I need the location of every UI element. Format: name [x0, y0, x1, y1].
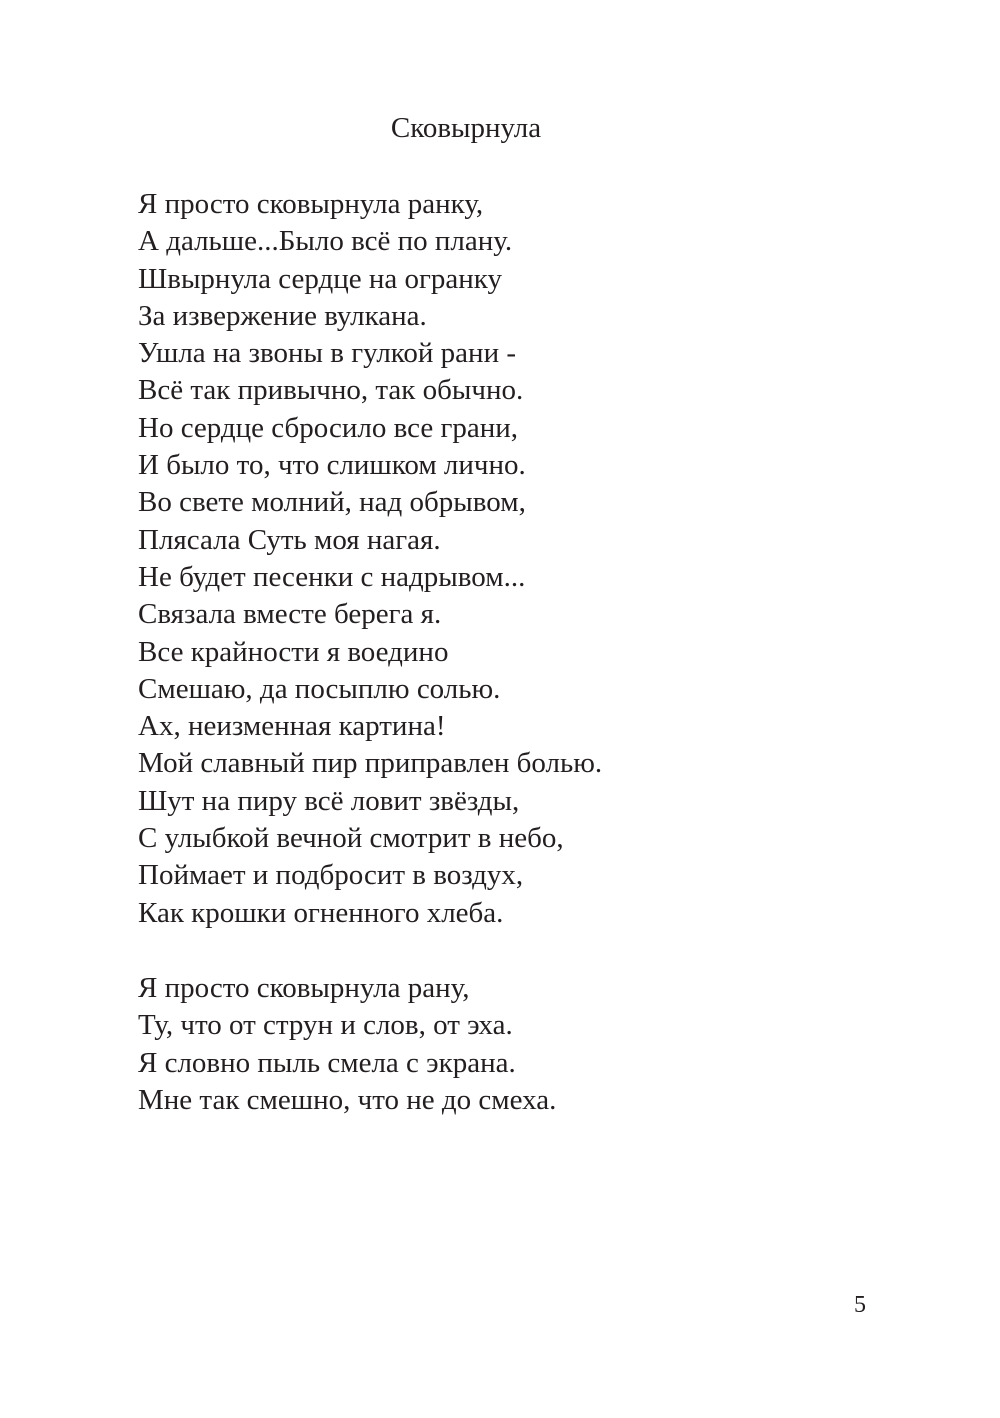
poem-line: Все крайности я воедино [138, 635, 449, 668]
poem-line: Ту, что от струн и слов, от эха. [138, 1009, 513, 1042]
page-number: 5 [854, 1292, 866, 1318]
poem-line: Мне так смешно, что не до смеха. [138, 1083, 557, 1116]
poem-line: Я просто сковырнула ранку, [138, 188, 484, 220]
poem-line: Смешаю, да посыплю солью. [138, 672, 501, 705]
stanza-1 [138, 186, 602, 932]
poem-line: И было то, что слишком лично. [138, 449, 526, 482]
poem-line: Я просто сковырнула рану, [138, 972, 470, 1004]
poem-line: Ах, неизменная картина! [138, 710, 446, 743]
poem-title: Сковырнула [390, 112, 542, 144]
poem-line: Швырнула сердце на огранку [138, 262, 502, 295]
poem-line: А дальше...Было всё по плану. [138, 225, 513, 258]
poem-line: Как крошки огненного хлеба. [138, 896, 504, 929]
poem-line: Связала вместе берега я. [138, 598, 442, 631]
poem-line: Шут на пиру всё ловит звёзды, [138, 784, 520, 817]
poem-line: Мой славный пир приправлен болью. [138, 747, 603, 780]
poem-line: Плясала Суть моя нагая. [138, 523, 441, 556]
poem-line: Но сердце сбросило все грани, [138, 411, 519, 444]
poem-line: За извержение вулкана. [138, 299, 427, 332]
poem-line: Всё так привычно, так обычно. [138, 374, 524, 407]
poem-line: Не будет песенки с надрывом... [138, 560, 526, 593]
poem-line: Во свете молний, над обрывом, [138, 486, 526, 519]
poem-line: Поймает и подбросит в воздух, [138, 859, 524, 892]
poem-line: Я словно пыль смела с экрана. [138, 1046, 516, 1079]
poem-line: Ушла на звоны в гулкой рани - [138, 337, 516, 370]
poem-line: С улыбкой вечной смотрит в небо, [138, 822, 564, 855]
stanza-2 [138, 970, 556, 1119]
